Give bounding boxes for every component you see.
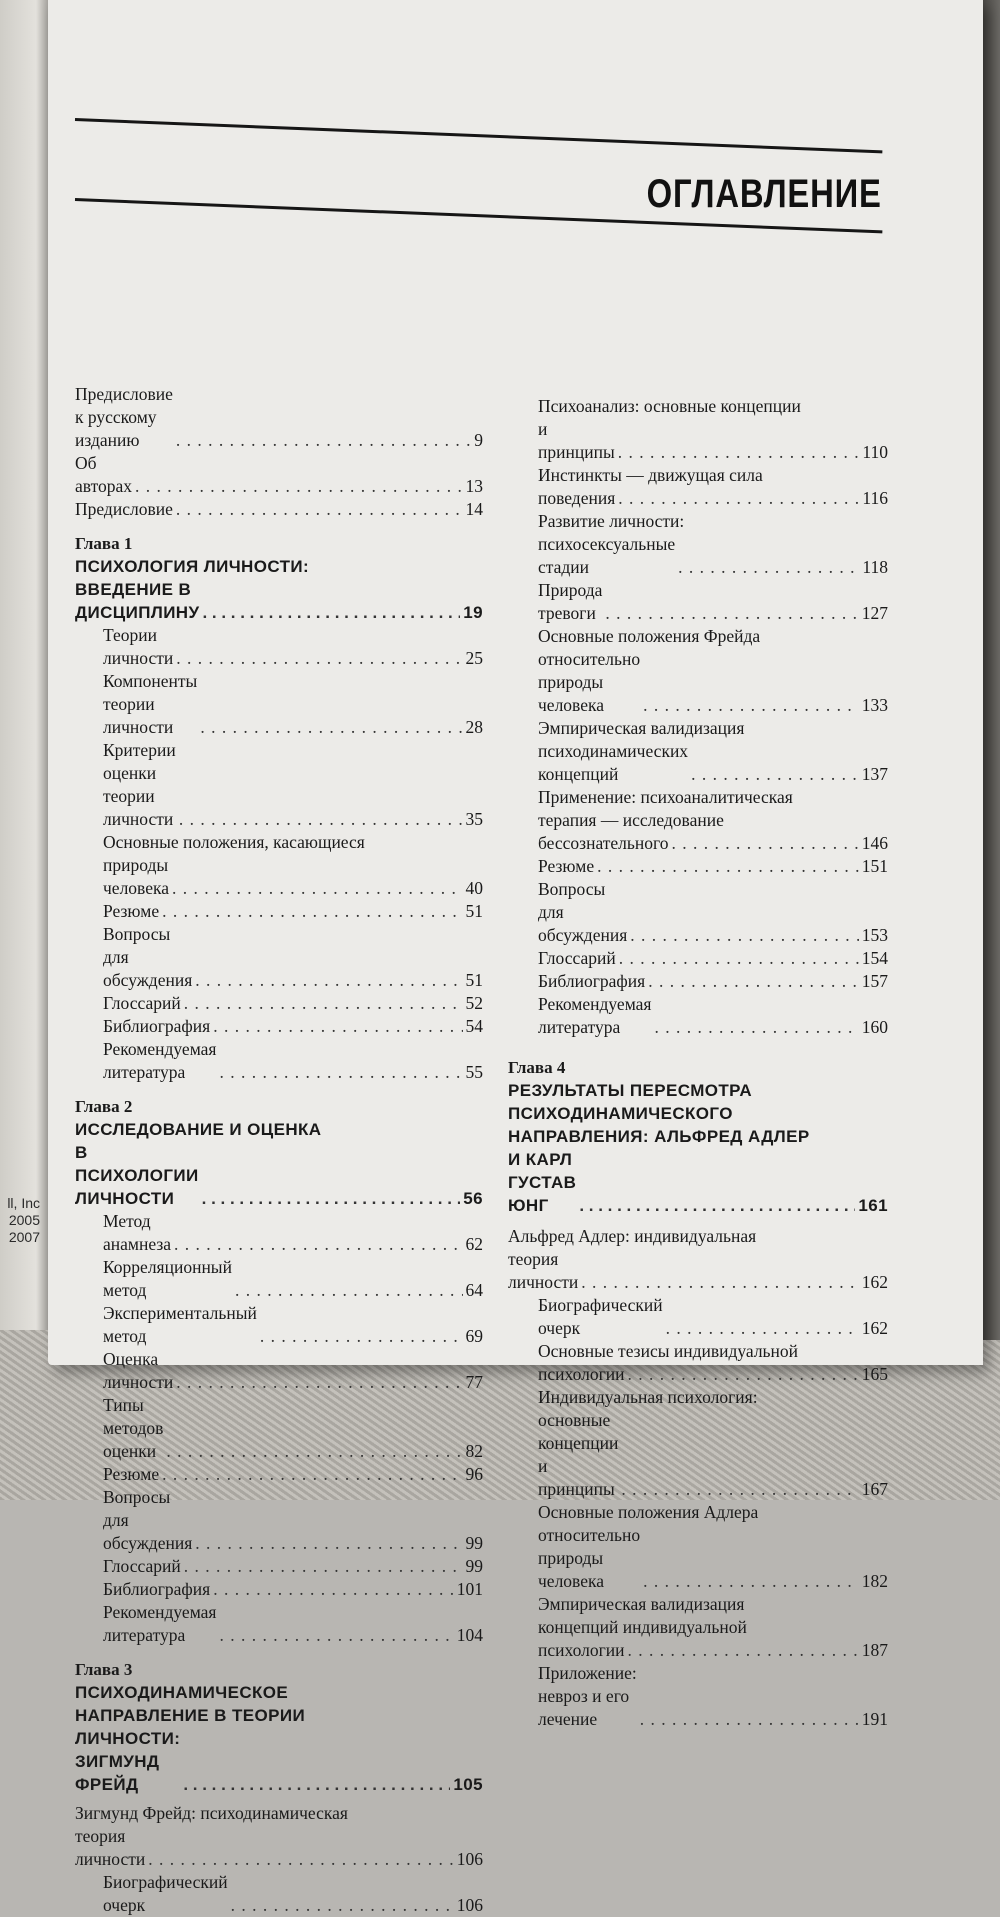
- toc-entry[interactable]: Основные тезисы индивидуальной психологии . . . 165: [508, 1340, 888, 1386]
- toc-entry[interactable]: Зигмунд Фрейд: психодинамическая теория личности . . . 106: [75, 1802, 483, 1871]
- toc-entry[interactable]: Глоссарий . . . 99: [75, 1555, 483, 1578]
- toc-entry[interactable]: Вопросы для обсуждения . . . 51: [75, 923, 483, 992]
- toc-entry[interactable]: Вопросы для обсуждения . . . 153: [508, 878, 888, 947]
- toc-entry[interactable]: Экспериментальный метод . . . 69: [75, 1302, 483, 1348]
- toc-entry[interactable]: Предисловие . . . 14: [75, 498, 483, 521]
- toc-entry[interactable]: Биографический очерк . . . 162: [508, 1294, 888, 1340]
- toc-entry[interactable]: Основные положения Фрейда относительно природы человека . . . 133: [508, 625, 888, 717]
- chapter-label: Глава 4: [508, 1058, 566, 1077]
- toc-right-column: [508, 395, 888, 1731]
- toc-entry[interactable]: Резюме . . . 51: [75, 900, 483, 923]
- toc-entry[interactable]: Приложение: невроз и его лечение . . . 191: [508, 1662, 888, 1731]
- page-title: ОГЛАВЛЕНИЕ: [646, 172, 882, 216]
- toc-entry[interactable]: Библиография . . . 101: [75, 1578, 483, 1601]
- chapter-label: Глава 3: [75, 1660, 133, 1679]
- toc-entry[interactable]: Метод анамнеза . . . 62: [75, 1210, 483, 1256]
- adjacent-text-line: ll, Inc: [7, 1195, 40, 1211]
- adjacent-text-line: 2005: [8, 1212, 40, 1228]
- toc-entry[interactable]: Теории личности . . . 25: [75, 624, 483, 670]
- toc-entry[interactable]: Библиография . . . 54: [75, 1015, 483, 1038]
- toc-entry[interactable]: Оценка личности . . . 77: [75, 1348, 483, 1394]
- toc-entry[interactable]: Природа тревоги . . . 127: [508, 579, 888, 625]
- toc-entry[interactable]: Эмпирическая валидизация концепций индивидуальной психологии . . . 187: [508, 1593, 888, 1662]
- toc-entry[interactable]: Рекомендуемая литература . . . 104: [75, 1601, 483, 1647]
- toc-entry[interactable]: Предисловие к русскому изданию . . . 9: [75, 383, 483, 452]
- toc-entry[interactable]: Альфред Адлер: индивидуальная теория личности . . . 162: [508, 1225, 888, 1294]
- toc-entry[interactable]: Резюме . . . 151: [508, 855, 888, 878]
- toc-entry[interactable]: Инстинкты — движущая сила поведения . . . 116: [508, 464, 888, 510]
- toc-entry[interactable]: Рекомендуемая литература . . . 160: [508, 993, 888, 1039]
- toc-entry[interactable]: Рекомендуемая литература . . . 55: [75, 1038, 483, 1084]
- toc-entry[interactable]: Основные положения Адлера относительно природы человека . . . 182: [508, 1501, 888, 1593]
- toc-entry[interactable]: Основные положения, касающиеся природы человека . . . 40: [75, 831, 483, 900]
- chapter-title[interactable]: ПСИХОЛОГИЯ ЛИЧНОСТИ: ВВЕДЕНИЕ В ДИСЦИПЛИНУ . . . 19: [75, 555, 483, 624]
- toc-entry[interactable]: Глоссарий . . . 52: [75, 992, 483, 1015]
- adjacent-page-text: [0, 1195, 40, 1246]
- toc-left-column: [75, 383, 483, 1917]
- toc-entry[interactable]: Индивидуальная психология: основные концепции и принципы . . . 167: [508, 1386, 888, 1501]
- toc-entry[interactable]: Глоссарий . . . 154: [508, 947, 888, 970]
- chapter-title[interactable]: ИССЛЕДОВАНИЕ И ОЦЕНКА В ПСИХОЛОГИИ ЛИЧНОСТИ . . . 56: [75, 1118, 483, 1210]
- chapter-title[interactable]: ПСИХОДИНАМИЧЕСКОЕ НАПРАВЛЕНИЕ В ТЕОРИИ ЛИЧНОСТИ: ЗИГМУНД ФРЕЙД . . . 105: [75, 1681, 483, 1796]
- toc-entry[interactable]: Эмпирическая валидизация психодинамических концепций . . . 137: [508, 717, 888, 786]
- toc-entry[interactable]: Применение: психоаналитическая терапия — исследование бессознательного . . . 146: [508, 786, 888, 855]
- toc-entry[interactable]: Корреляционный метод . . . 64: [75, 1256, 483, 1302]
- adjacent-text-line: 2007: [8, 1229, 40, 1245]
- toc-entry[interactable]: Психоанализ: основные концепции и принципы . . . 110: [508, 395, 888, 464]
- toc-entry[interactable]: Типы методов оценки . . . 82: [75, 1394, 483, 1463]
- toc-entry[interactable]: Компоненты теории личности . . . 28: [75, 670, 483, 739]
- toc-entry[interactable]: Развитие личности: психосексуальные стадии . . . 118: [508, 510, 888, 579]
- chapter-label: Глава 2: [75, 1097, 133, 1116]
- chapter-label: Глава 1: [75, 534, 133, 553]
- chapter-title[interactable]: РЕЗУЛЬТАТЫ ПЕРЕСМОТРА ПСИХОДИНАМИЧЕСКОГО НАПРАВЛЕНИЯ: АЛЬФРЕД АДЛЕР И КАРЛ ГУСТАВ ЮНГ . . . 161: [508, 1079, 888, 1217]
- toc-entry[interactable]: Биографический очерк . . . 106: [75, 1871, 483, 1917]
- toc-entry[interactable]: Вопросы для обсуждения . . . 99: [75, 1486, 483, 1555]
- toc-entry[interactable]: Резюме . . . 96: [75, 1463, 483, 1486]
- toc-entry[interactable]: Критерии оценки теории личности . . . 35: [75, 739, 483, 831]
- toc-entry[interactable]: Библиография . . . 157: [508, 970, 888, 993]
- toc-entry[interactable]: Об авторах . . . 13: [75, 452, 483, 498]
